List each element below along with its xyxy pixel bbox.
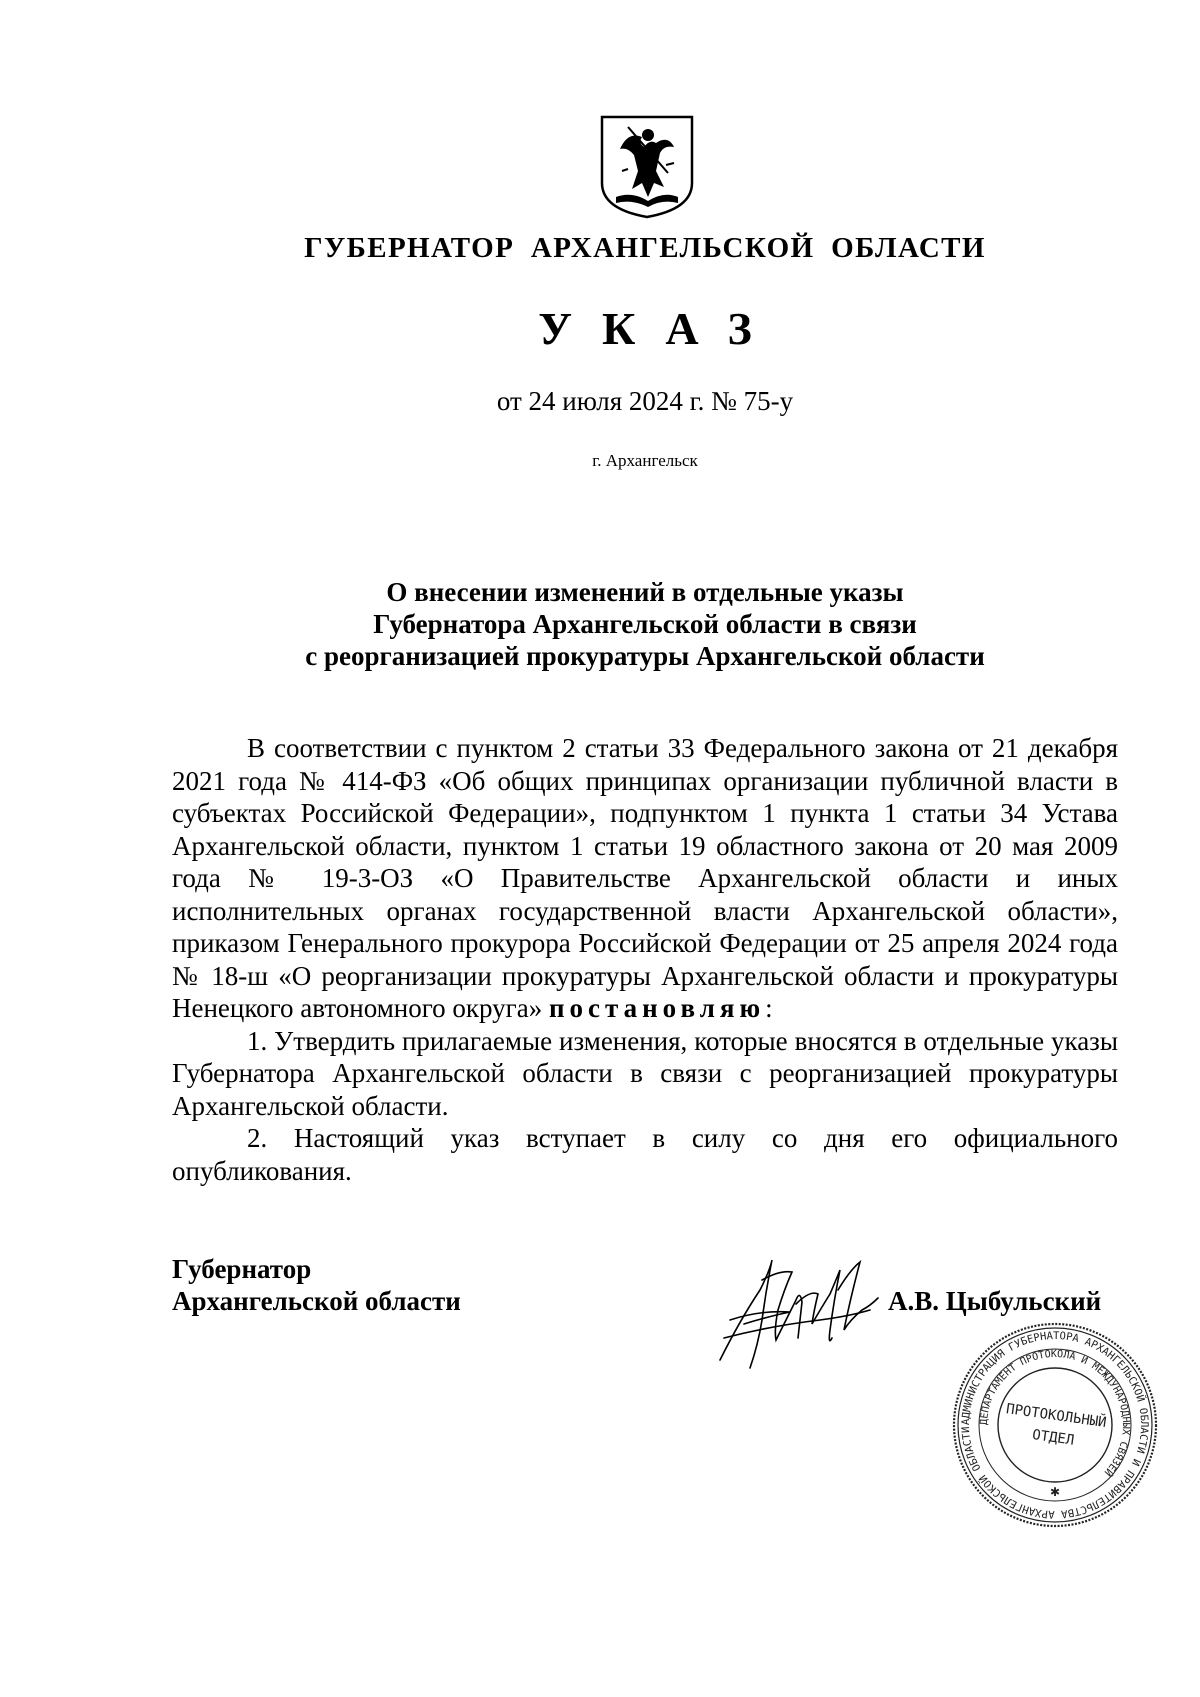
signer-name: А.В. Цыбульский bbox=[888, 1286, 1102, 1316]
preamble-paragraph bbox=[172, 732, 1118, 1025]
document-title bbox=[170, 576, 1120, 672]
issuer-heading: ГУБЕРНАТОР АРХАНГЕЛЬСКОЙ ОБЛАСТИ bbox=[304, 232, 986, 264]
item-1: 1. Утвердить прилагаемые изменения, которые вносятся в отдельные указы Губернатора Архангельской области в связи с реорганизацией прокуратуры Архангельской области. bbox=[172, 1025, 1118, 1121]
stamp-outer-text: АДМИНИСТРАЦИЯ ГУБЕРНАТОРА АРХАНГЕЛЬСКОЙ ОБЛАСТИ И ПРАВИТЕЛЬСТВА АРХАНГЕЛЬСКОЙ ОБЛАСТИ bbox=[959, 1329, 1151, 1521]
round-seal bbox=[950, 1320, 1160, 1530]
document-date-number: от 24 июля 2024 г. № 75-у bbox=[496, 386, 794, 416]
stamp-center-line-2: ОТДЕЛ bbox=[1031, 1427, 1076, 1449]
handwritten-signature bbox=[700, 1250, 900, 1370]
stamp-star-icon: ✱ bbox=[1049, 1485, 1061, 1499]
title-line: с реорганизацией прокуратуры Архангельской области bbox=[305, 641, 985, 671]
decree-colon: : bbox=[765, 993, 773, 1023]
document-type: УКАЗ bbox=[538, 303, 782, 354]
coat-of-arms-icon bbox=[598, 113, 696, 221]
preamble-text: В соответствии с пунктом 2 статьи 33 Федерального закона от 21 декабря 2021 года № 414-ФЗ «Об общих принципах организации публичной власти в субъектах Российской Федерации», подпунктом 1 пункта 1 статьи 34 Устава Архангельской области, пунктом 1 статьи 19 областного закона от 20 мая 2009 года № 19-3-ОЗ «О Правительстве Архангельской области и иных исполнительных органах государственной власти Архангельской области», приказом Генерального прокурора Российской Федерации от 25 апреля 2024 года № 18-ш «О реорганизации прокуратуры Архангельской области и прокуратуры Ненецкого автономного округа» bbox=[172, 733, 1118, 1023]
title-line: О внесении изменений в отдельные указы bbox=[386, 577, 904, 607]
title-line: Губернатора Архангельской области в связи bbox=[373, 609, 917, 639]
signer-position-line: Губернатор bbox=[172, 1254, 312, 1284]
stamp-center-line-1: ПРОТОКОЛЬНЫЙ bbox=[1005, 1401, 1108, 1432]
stamp-inner-text: ДЕПАРТАМЕНТ ПРОТОКОЛА И МЕЖДУНАРОДНЫХ СВЯЗЕЙ bbox=[978, 1348, 1132, 1478]
signer-position bbox=[172, 1253, 461, 1317]
document-body bbox=[172, 732, 1118, 1187]
signer-position-line: Архангельской области bbox=[172, 1286, 461, 1316]
item-2: 2. Настоящий указ вступает в силу со дня его официального опубликования. bbox=[172, 1123, 1118, 1186]
decree-word: постановляю bbox=[548, 993, 766, 1023]
document-city: г. Архангельск bbox=[592, 451, 698, 470]
